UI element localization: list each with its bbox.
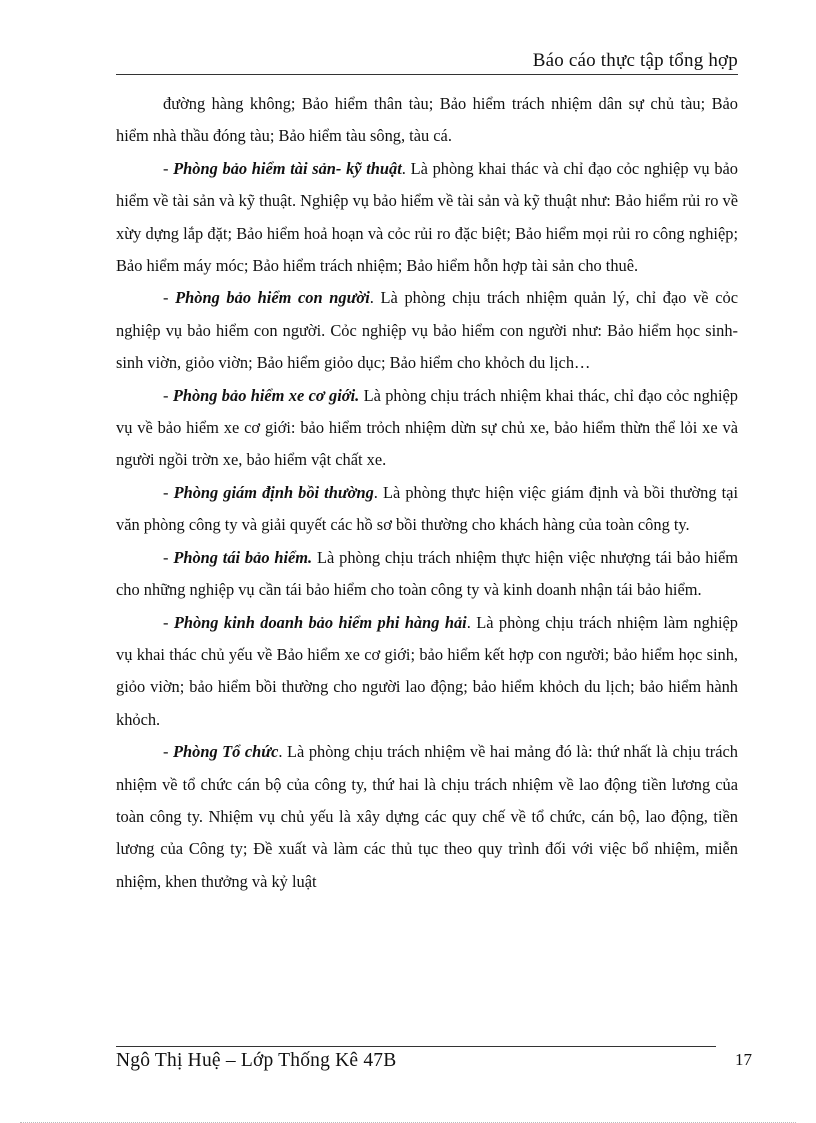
department-paragraph: - Phòng kinh doanh bảo hiểm phi hàng hải. Là phòng chịu trách nhiệm làm nghiệp vụ khai thác chủ yếu về Bảo hiểm xe cơ giới; bảo hiểm kết hợp con người; bảo hiểm học sinh, giỏo viờn; bảo hiểm bồi thường cho người lao động; bảo hiểm khỏch du lịch; bảo hiểm hành khỏch. bbox=[116, 612, 738, 729]
department-name: Phòng tái bảo hiểm. bbox=[173, 547, 313, 567]
department-name: Phòng bảo hiểm con người bbox=[175, 288, 370, 308]
department-paragraph: - Phòng tái bảo hiểm. Là phòng chịu trách nhiệm thực hiện việc nhượng tái bảo hiểm cho những nghiệp vụ cần tái bảo hiểm cho toàn công ty và kinh doanh nhận tái bảo hiểm. bbox=[116, 547, 739, 600]
department-paragraph: - Phòng bảo hiểm tài sản- kỹ thuật. Là phòng khai thác và chỉ đạo cỏc nghiệp vụ bảo hiểm về tài sản và kỹ thuật. Nghiệp vụ bảo hiểm về tài sản và kỹ thuật như: Bảo hiểm rủi ro về xừy dựng lắp đặt; Bảo hiểm hoả hoạn và cỏc rủi ro đặc biệt; Bảo hiểm mọi rủi ro công nghiệp; Bảo hiểm máy móc; Bảo hiểm trách nhiệm; Bảo hiểm hỗn hợp tài sản cho thuê. bbox=[116, 158, 738, 276]
department-description: Là phòng chịu trách nhiệm khai thác, chỉ đạo cỏc nghiệp vụ về bảo hiểm xe cơ giới: bảo hiểm trỏch nhiệm dừn sự chủ xe, bảo hiểm thừn thể lỏi xe và người ngồi trờn xe, bảo hiểm vật chất xe. bbox=[116, 385, 738, 470]
department-description: . Là phòng chịu trách nhiệm làm nghiệp vụ khai thác chủ yếu về Bảo hiểm xe cơ giới; bảo hiểm kết hợp con người; bảo hiểm học sinh, giỏo viờn; bảo hiểm bồi thường cho người lao động; bảo hiểm khỏch du lịch; bảo hiểm hành khỏch. bbox=[116, 612, 738, 729]
department-name: Phòng bảo hiểm xe cơ giới. bbox=[172, 385, 360, 405]
department-description: . Là phòng chịu trách nhiệm quản lý, chỉ đạo về cỏc nghiệp vụ bảo hiểm con người. Cỏc nghiệp vụ bảo hiểm con người như: Bảo hiểm học sinh- sinh viờn, giỏo viờn; Bảo hiểm giỏo dục; Bảo hiểm cho khỏch du lịch… bbox=[116, 288, 738, 373]
continuation-text: đường hàng không; Bảo hiểm thân tàu; Bảo hiểm trách nhiệm dân sự chủ tàu; Bảo hiểm nhà thầu đóng tàu; Bảo hiểm tàu sông, tàu cá. bbox=[116, 94, 738, 146]
department-description: . Là phòng chịu trách nhiệm về hai mảng đó là: thứ nhất là chịu trách nhiệm về tổ chức cán bộ của công ty, thứ hai là chịu trách nhiệm về lao động tiền lương của toàn công ty. Nhiệm vụ chủ yếu là xây dựng các quy chế về tổ chức, cán bộ, lao động, tiền lương của Công ty; Đề xuất và làm các thủ tục theo quy trình đối với việc bổ nhiệm, miễn nhiệm, khen thưởng và kỷ luật bbox=[116, 742, 738, 891]
department-paragraph: - Phòng bảo hiểm xe cơ giới. Là phòng chịu trách nhiệm khai thác, chỉ đạo cỏc nghiệp vụ về bảo hiểm xe cơ giới: bảo hiểm trỏch nhiệm dừn sự chủ xe, bảo hiểm thừn thể lỏi xe và người ngồi trờn xe, bảo hiểm vật chất xe. bbox=[116, 385, 738, 470]
department-name: Phòng kinh doanh bảo hiểm phi hàng hải bbox=[173, 612, 467, 632]
footer-author: Ngô Thị Huệ – Lớp Thống Kê 47B bbox=[116, 1050, 397, 1071]
page-number: 17 bbox=[735, 1050, 752, 1069]
header-rule bbox=[116, 74, 738, 75]
footer-rule bbox=[116, 1046, 716, 1047]
department-paragraph: - Phòng bảo hiểm con người. Là phòng chịu trách nhiệm quản lý, chỉ đạo về cỏc nghiệp vụ bảo hiểm con người. Cỏc nghiệp vụ bảo hiểm con người như: Bảo hiểm học sinh- sinh viờn, giỏo viờn; Bảo hiểm giỏo dục; Bảo hiểm cho khỏch du lịch… bbox=[116, 288, 738, 373]
department-name: Phòng Tổ chức bbox=[173, 742, 279, 762]
department-description: Là phòng chịu trách nhiệm thực hiện việc nhượng tái bảo hiểm cho những nghiệp vụ cần tái bảo hiểm cho toàn công ty và kinh doanh nhận tái bảo hiểm. bbox=[116, 547, 739, 600]
department-description: . Là phòng khai thác và chỉ đạo cỏc nghiệp vụ bảo hiểm về tài sản và kỹ thuật. Nghiệp vụ bảo hiểm về tài sản và kỹ thuật như: Bảo hiểm rủi ro về xừy dựng lắp đặt; Bảo hiểm hoả hoạn và cỏc rủi ro đặc biệt; Bảo hiểm mọi rủi ro công nghiệp; Bảo hiểm máy móc; Bảo hiểm trách nhiệm; Bảo hiểm hỗn hợp tài sản cho thuê. bbox=[116, 158, 738, 276]
department-paragraph: - Phòng Tổ chức. Là phòng chịu trách nhiệm về hai mảng đó là: thứ nhất là chịu trách nhiệm về tổ chức cán bộ của công ty, thứ hai là chịu trách nhiệm về lao động tiền lương của toàn công ty. Nhiệm vụ chủ yếu là xây dựng các quy chế về tổ chức, cán bộ, lao động, tiền lương của Công ty; Đề xuất và làm các thủ tục theo quy trình đối với việc bổ nhiệm, miễn nhiệm, khen thưởng và kỷ luật bbox=[116, 742, 738, 891]
department-name: Phòng giám định bồi thường bbox=[173, 482, 374, 502]
department-name: Phòng bảo hiểm tài sản- kỹ thuật bbox=[173, 158, 402, 178]
department-paragraph: - Phòng giám định bồi thường. Là phòng thực hiện việc giám định và bồi thường tại văn phòng công ty và giải quyết các hồ sơ bồi thường cho khách hàng của toàn công ty. bbox=[116, 482, 739, 535]
body-text bbox=[116, 88, 738, 898]
page-header-title: Báo cáo thực tập tổng hợp bbox=[532, 50, 738, 71]
department-description: . Là phòng thực hiện việc giám định và bồi thường tại văn phòng công ty và giải quyết các hồ sơ bồi thường cho khách hàng của toàn công ty. bbox=[116, 482, 739, 535]
continuation-paragraph bbox=[116, 88, 738, 153]
